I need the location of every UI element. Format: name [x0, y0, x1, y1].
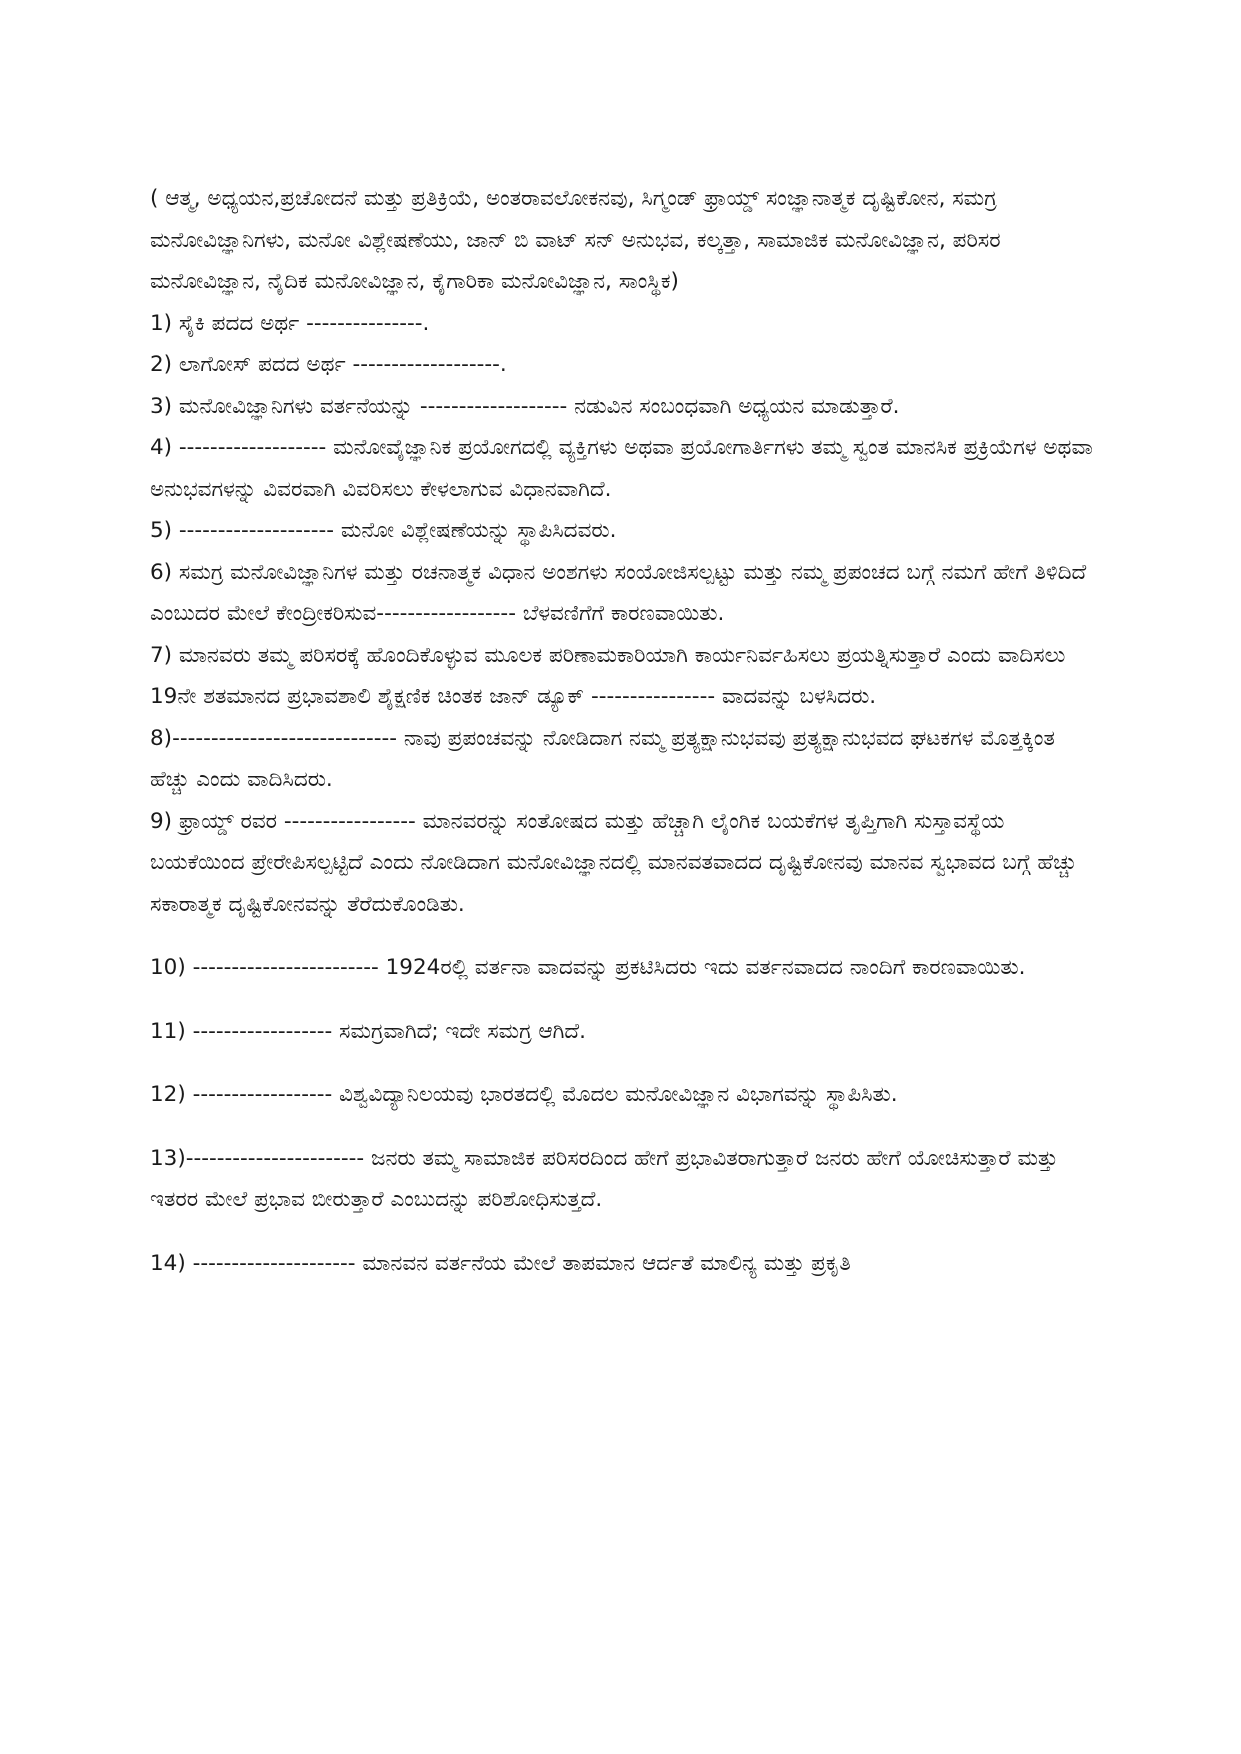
question-8: 8)----------------------------- ನಾವು ಪ್ರಪಂಚವನ್ನು ನೋಡಿದಾಗ ನಮ್ಮ ಪ್ರತ್ಯಕ್ಷಾನುಭವವು ಪ್ರತ್ಯಕ್ಷಾನುಭವದ ಘಟಕಗಳ ಮೊತ್ತಕ್ಕಿಂತ ಹೆಚ್ಚು ಎಂದು ವಾದಿಸಿದರು.	[150, 725, 1055, 792]
worksheet-body	[150, 178, 1100, 1284]
question-13: 13)----------------------- ಜನರು ತಮ್ಮ ಸಾಮಾಜಿಕ ಪರಿಸರದಿಂದ ಹೇಗೆ ಪ್ರಭಾವಿತರಾಗುತ್ತಾರೆ ಜನರು ಹೇಗೆ ಯೋಚಿಸುತ್ತಾರೆ ಮತ್ತು ಇತರರ ಮೇಲೆ ಪ್ರಭಾವ ಬೀರುತ್ತಾರೆ ಎಂಬುದನ್ನು ಪರಿಶೋಧಿಸುತ್ತದೆ.	[150, 1145, 1058, 1212]
question-11: 11) ------------------ ಸಮಗ್ರವಾಗಿದೆ; ಇದೇ ಸಮಗ್ರ ಆಗಿದೆ.	[150, 1018, 586, 1044]
spacer	[150, 925, 1100, 947]
question-14: 14) --------------------- ಮಾನವನ ವರ್ತನೆಯ ಮೇಲೆ ತಾಪಮಾನ ಆರ್ದತೆ ಮಾಲಿನ್ಯ ಮತ್ತು ಪ್ರಕೃತಿ	[150, 1250, 851, 1276]
question-7: 7) ಮಾನವರು ತಮ್ಮ ಪರಿಸರಕ್ಕೆ ಹೊಂದಿಕೊಳ್ಳುವ ಮೂಲಕ ಪರಿಣಾಮಕಾರಿಯಾಗಿ ಕಾರ್ಯನಿರ್ವಹಿಸಲು ಪ್ರಯತ್ನಿಸುತ್ತಾರೆ ಎಂದು ವಾದಿಸಲು 19ನೇ ಶತಮಾನದ ಪ್ರಭಾವಶಾಲಿ ಶೈಕ್ಷಣಿಕ ಚಿಂತಕ ಜಾನ್ ಡ್ಯೂಕ್ ---------------- ವಾದವನ್ನು ಬಳಸಿದರು.	[150, 642, 1066, 709]
question-5: 5) -------------------- ಮನೋ ವಿಶ್ಲೇಷಣೆಯನ್ನು ಸ್ಥಾಪಿಸಿದವರು.	[150, 518, 617, 543]
question-3: 3) ಮನೋವಿಜ್ಞಾನಿಗಳು ವರ್ತನೆಯನ್ನು ------------------- ನಡುವಿನ ಸಂಬಂಧವಾಗಿ ಅಧ್ಯಯನ ಮಾಡುತ್ತಾರೆ.	[150, 393, 900, 419]
question-1: 1) ಸೈಕಿ ಪದದ ಅರ್ಥ ---------------.	[150, 310, 430, 336]
question-6: 6) ಸಮಗ್ರ ಮನೋವಿಜ್ಞಾನಿಗಳ ಮತ್ತು ರಚನಾತ್ಮಕ ವಿಧಾನ ಅಂಶಗಳು ಸಂಯೋಜಿಸಲ್ಪಟ್ಟು ಮತ್ತು ನಮ್ಮ ಪ್ರಪಂಚದ ಬಗ್ಗೆ ನಮಗೆ ಹೇಗೆ ತಿಳಿದಿದೆ ಎಂಬುದರ ಮೇಲೆ ಕೇಂದ್ರೀಕರಿಸುವ------------------ ಬೆಳವಣಿಗೆಗೆ ಕಾರಣವಾಯಿತು.	[150, 559, 1087, 626]
word-bank: ( ಆತ್ಮ, ಅಧ್ಯಯನ,ಪ್ರಚೋದನೆ ಮತ್ತು ಪ್ರತಿಕ್ರಿಯೆ, ಅಂತರಾವಲೋಕನವು, ಸಿಗ್ಮಂಡ್ ಫ್ರಾಯ್ಡ್ ಸಂಜ್ಞಾನಾತ್ಮಕ ದೃಷ್ಟಿಕೋನ, ಸಮಗ್ರ ಮನೋವಿಜ್ಞಾನಿಗಳು, ಮನೋ ವಿಶ್ಲೇಷಣೆಯು, ಜಾನ್ ಬಿ ವಾಟ್ ಸನ್ ಅನುಭವ, ಕಲ್ಕತ್ತಾ, ಸಾಮಾಜಿಕ ಮನೋವಿಜ್ಞಾನ, ಪರಿಸರ ಮನೋವಿಜ್ಞಾನ, ನೈದಿಕ ಮನೋವಿಜ್ಞಾನ, ಕೈಗಾರಿಕಾ ಮನೋವಿಜ್ಞಾನ, ಸಾಂಸ್ಥಿಕ)	[150, 186, 1001, 294]
question-9: 9) ಫ್ರಾಯ್ಡ್ ರವರ ----------------- ಮಾನವರನ್ನು ಸಂತೋಷದ ಮತ್ತು ಹೆಚ್ಚಾಗಿ ಲೈಂಗಿಕ ಬಯಕೆಗಳ ತೃಪ್ತಿಗಾಗಿ ಸುಸ್ತಾವಸ್ಥೆಯ ಬಯಕೆಯಿಂದ ಪ್ರೇರೇಪಿಸಲ್ಪಟ್ಟಿದೆ ಎಂದು ನೋಡಿದಾಗ ಮನೋವಿಜ್ಞಾನದಲ್ಲಿ ಮಾನವತವಾದದ ದೃಷ್ಟಿಕೋನವು ಮಾನವ ಸ್ವಭಾವದ ಬಗ್ಗೆ ಹೆಚ್ಚು ಸಕಾರಾತ್ಮಕ ದೃಷ್ಟಿಕೋನವನ್ನು ತೆರೆದುಕೊಂಡಿತು.	[150, 808, 1077, 917]
question-12: 12) ------------------ ವಿಶ್ವವಿದ್ಯಾನಿಲಯವು ಭಾರತದಲ್ಲಿ ಮೊದಲ ಮನೋವಿಜ್ಞಾನ ವಿಭಾಗವನ್ನು ಸ್ಥಾಪಿಸಿತು.	[150, 1082, 898, 1107]
question-10: 10) ------------------------ 1924ರಲ್ಲಿ ವರ್ತನಾ ವಾದವನ್ನು ಪ್ರಕಟಿಸಿದರು ಇದು ವರ್ತನವಾದದ ನಾಂದಿಗೆ ಕಾರಣವಾಯಿತು.	[150, 955, 1026, 980]
spacer	[150, 989, 1100, 1011]
spacer	[150, 1052, 1100, 1074]
question-4: 4) ------------------- ಮನೋವೈಜ್ಞಾನಿಕ ಪ್ರಯೋಗದಲ್ಲಿ ವ್ಯಕ್ತಿಗಳು ಅಥವಾ ಪ್ರಯೋಗಾರ್ತಿಗಳು ತಮ್ಮ ಸ್ವಂತ ಮಾನಸಿಕ ಪ್ರಕ್ರಿಯೆಗಳ ಅಥವಾ ಅನುಭವಗಳನ್ನು ವಿವರವಾಗಿ ವಿವರಿಸಲು ಕೇಳಲಾಗುವ ವಿಧಾನವಾಗಿದೆ.	[150, 435, 1093, 502]
question-2: 2) ಲಾಗೋಸ್ ಪದದ ಅರ್ಥ -------------------.	[150, 352, 507, 377]
spacer	[150, 1221, 1100, 1243]
spacer	[150, 1116, 1100, 1138]
